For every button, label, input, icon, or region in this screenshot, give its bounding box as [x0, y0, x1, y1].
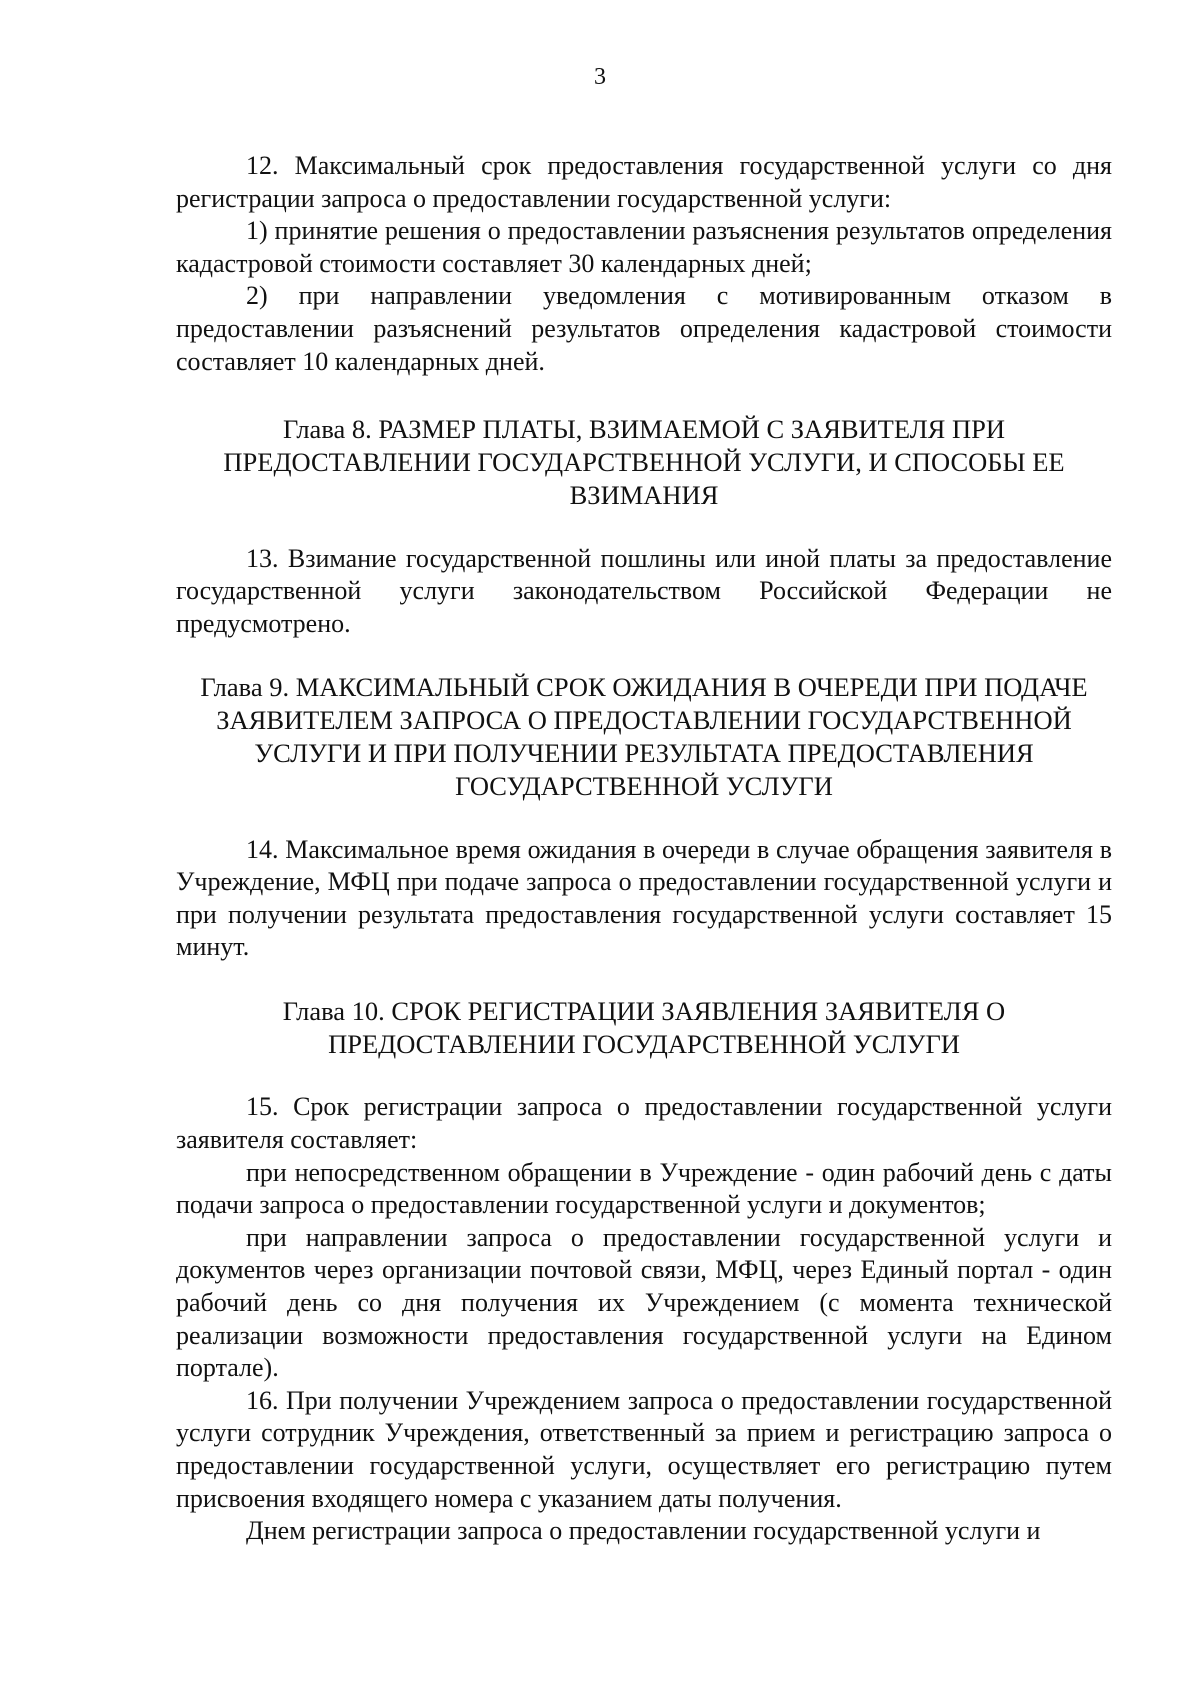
paragraph-16: 16. При получении Учреждением запроса о предоставлении государственной услуги сотрудник Учреждения, ответственный за прием и регистрацию запроса о предоставлении государственной услуги, осуществляет его регистрацию путем присвоения входящего номера с указанием даты получения. [176, 1385, 1112, 1513]
paragraph-12-item-2: 2) при направлении уведомления с мотивированным отказом в предоставлении разъяснений результатов определения кадастровой стоимости составляет 10 календарных дней. [176, 281, 1112, 376]
paragraph-12-intro: 12. Максимальный срок предоставления государственной услуги со дня регистрации запроса о предоставлении государственной услуги: [176, 151, 1112, 213]
paragraph-14: 14. Максимальное время ожидания в очереди в случае обращения заявителя в Учреждение, МФЦ при подаче запроса о предоставлении государственной услуги и при получении результата предоставления государственной услуги составляет 15 минут. [176, 834, 1112, 962]
chapter-10-heading: Глава 10. СРОК РЕГИСТРАЦИИ ЗАЯВЛЕНИЯ ЗАЯВИТЕЛЯ О ПРЕДОСТАВЛЕНИИ ГОСУДАРСТВЕННОЙ УСЛУГИ [282, 995, 1006, 1059]
chapter-8-heading: Глава 8. РАЗМЕР ПЛАТЫ, ВЗИМАЕМОЙ С ЗАЯВИТЕЛЯ ПРИ ПРЕДОСТАВЛЕНИИ ГОСУДАРСТВЕННОЙ УСЛУГИ, И СПОСОБЫ ЕЕ ВЗИМАНИЯ [223, 414, 1065, 510]
document-body [176, 150, 1112, 1548]
paragraph-13: 13. Взимание государственной пошлины или иной платы за предоставление государственной услуги законодательством Российской Федерации не предусмотрено. [176, 543, 1112, 638]
paragraph-15-intro: 15. Срок регистрации запроса о предоставлении государственной услуги заявителя составляет: [176, 1092, 1112, 1155]
paragraph-12-item-1: 1) принятие решения о предоставлении разъяснения результатов определения кадастровой стоимости составляет 30 календарных дней; [176, 216, 1112, 278]
paragraph-15-direct: при непосредственном обращении в Учреждение - один рабочий день с даты подачи запроса о предоставлении государственной услуги и документов; [176, 1157, 1112, 1220]
page-number: 3 [594, 64, 606, 90]
paragraph-registration-day: Днем регистрации запроса о предоставлении государственной услуги и [246, 1516, 1041, 1546]
paragraph-15-mail: при направлении запроса о предоставлении государственной услуги и документов через организации почтовой связи, МФЦ, через Единый портал - один рабочий день со дня получения их Учреждением (с момента технической реализации возможности предоставления государственной услуги на Едином портале). [176, 1222, 1112, 1383]
chapter-9-heading: Глава 9. МАКСИМАЛЬНЫЙ СРОК ОЖИДАНИЯ В ОЧЕРЕДИ ПРИ ПОДАЧЕ ЗАЯВИТЕЛЕМ ЗАПРОСА О ПРЕДОСТАВЛЕНИИ ГОСУДАРСТВЕННОЙ УСЛУГИ И ПРИ ПОЛУЧЕНИИ РЕЗУЛЬТАТА ПРЕДОСТАВЛЕНИЯ ГОСУДАРСТВЕННОЙ УСЛУГИ [200, 672, 1088, 801]
